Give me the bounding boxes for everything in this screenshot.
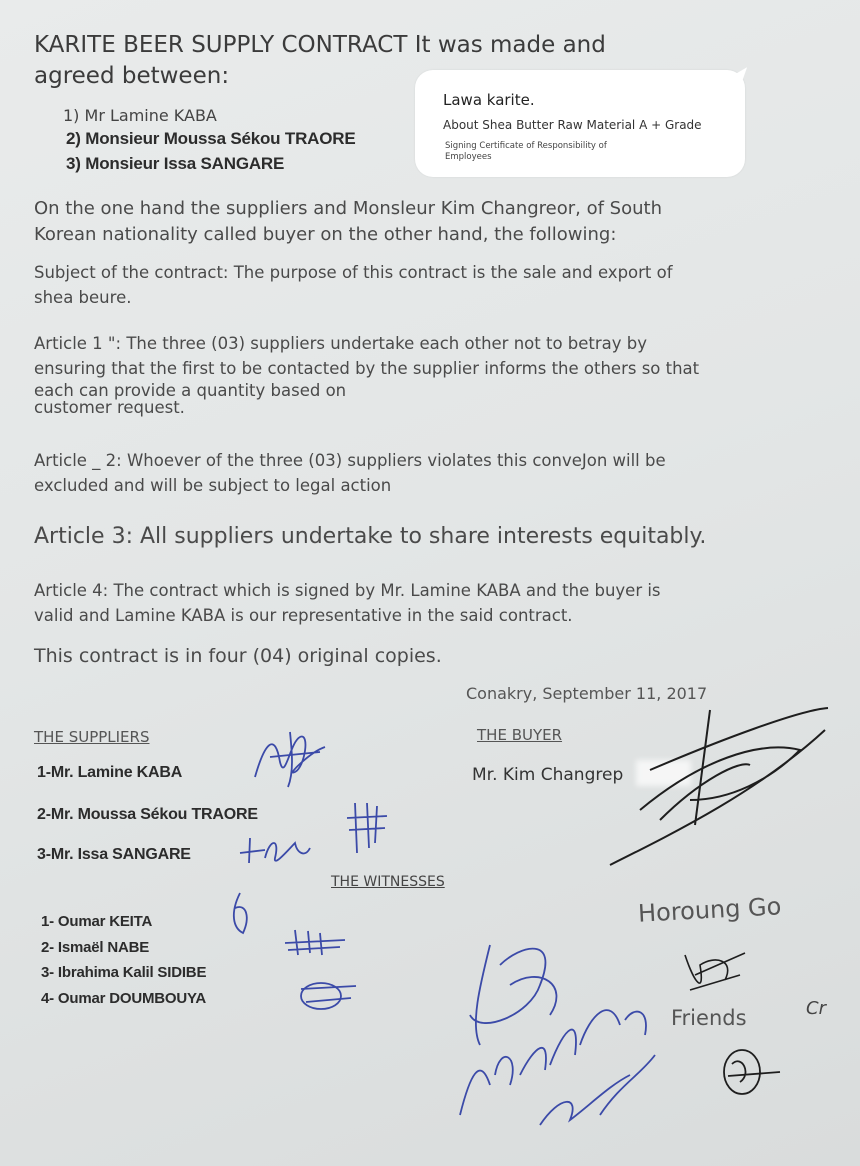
signature-keita <box>225 888 255 938</box>
horoung-label: Horoung Go <box>637 892 782 928</box>
cr-label: Cr <box>806 998 826 1019</box>
signature-circle <box>718 1044 788 1099</box>
subject-paragraph <box>34 260 673 310</box>
party-2: 2) Monsieur Moussa Sékou TRAORE <box>66 129 356 148</box>
buyer-heading: THE BUYER <box>477 726 563 744</box>
friends-label: Friends <box>671 1006 747 1030</box>
article-2 <box>34 448 666 498</box>
supplier-3: 3-Mr. Issa SANGARE <box>37 846 191 863</box>
subject-line-2: shea beure. <box>34 288 132 307</box>
copies-statement: This contract is in four (04) original copies. <box>34 645 442 667</box>
article-4 <box>34 578 661 628</box>
callout-subtitle: About Shea Butter Raw Material A + Grade <box>443 118 702 132</box>
article-4-line-1: Article 4: The contract which is signed by Mr. Lamine KABA and the buyer is <box>34 581 661 600</box>
signature-sidibe <box>450 925 670 1135</box>
title-line-2: agreed between: <box>34 63 230 89</box>
party-1: 1) Mr Lamine KABA <box>63 106 217 125</box>
article-2-line-1: Article _ 2: Whoever of the three (03) suppliers violates this conveJon will be <box>34 451 666 470</box>
intro-line-2: Korean nationality called buyer on the other hand, the following: <box>34 224 617 245</box>
intro-line-1: On the one hand the suppliers and Monsleur Kim Changreor, of South <box>34 198 662 219</box>
supplier-1: 1-Mr. Lamine KABA <box>37 764 183 781</box>
supplier-2: 2-Mr. Moussa Sékou TRAORE <box>37 806 258 823</box>
article-1-line-1: Article 1 ": The three (03) suppliers undertake each other not to betray by <box>34 334 648 353</box>
place-date: Conakry, September 11, 2017 <box>466 684 708 703</box>
signature-kaba <box>250 722 340 792</box>
signature-nabe <box>280 925 350 960</box>
article-4-line-2: valid and Lamine KABA is our representative in the said contract. <box>34 606 573 625</box>
signature-buyer <box>600 700 830 870</box>
callout-bubble <box>415 70 745 177</box>
witness-2: 2- Ismaël NABE <box>41 939 150 956</box>
article-3: Article 3: All suppliers undertake to share interests equitably. <box>34 524 707 549</box>
signature-sangare <box>235 828 315 873</box>
callout-note: Signing Certificate of Responsibility of Employees <box>445 141 607 162</box>
witness-1: 1- Oumar KEITA <box>41 913 153 930</box>
title-line-1: KARITE BEER SUPPLY CONTRACT It was made and <box>34 32 606 58</box>
suppliers-heading: THE SUPPLIERS <box>34 728 150 746</box>
witness-3: 3- Ibrahima Kalil SIDIBE <box>41 964 207 981</box>
buyer-name: Mr. Kim Changrep <box>472 765 624 785</box>
subject-line-1: Subject of the contract: The purpose of this contract is the sale and export of <box>34 263 673 282</box>
article-1 <box>34 331 699 415</box>
signature-friends-1 <box>675 945 755 1005</box>
article-1-line-4: customer request. <box>34 398 185 417</box>
signature-doumbouya <box>296 974 361 1014</box>
witnesses-heading: THE WITNESSES <box>331 874 445 890</box>
article-1-line-3: each can provide a quantity based on <box>34 381 347 400</box>
party-3: 3) Monsieur Issa SANGARE <box>66 154 285 173</box>
article-1-line-2: ensuring that the first to be contacted by the supplier informs the others so that <box>34 359 700 378</box>
callout-title: Lawa karite. <box>443 91 535 109</box>
witness-4: 4- Oumar DOUMBOUYA <box>41 990 207 1007</box>
article-2-line-2: excluded and will be subject to legal action <box>34 476 392 495</box>
signature-traore <box>345 798 390 858</box>
intro-paragraph <box>34 196 662 248</box>
